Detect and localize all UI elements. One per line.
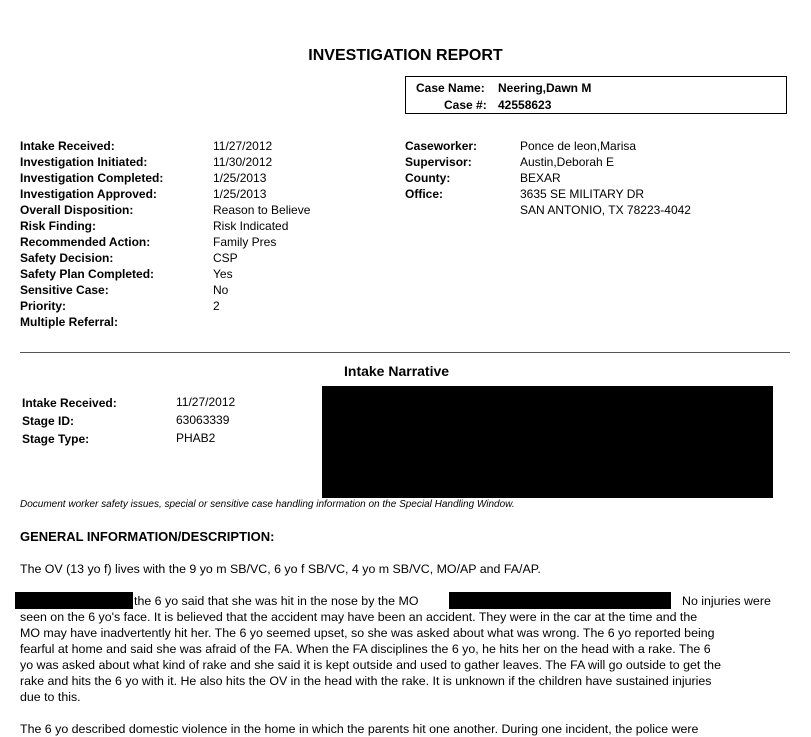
field-label: Overall Disposition:: [20, 203, 134, 217]
intake-received-value: 11/27/2012: [176, 395, 236, 409]
field-value: Austin,Deborah E: [520, 155, 615, 169]
field-label: Supervisor:: [405, 155, 472, 169]
left-field-values: [213, 138, 310, 330]
case-info-box: [405, 76, 787, 114]
field-label: Recommended Action:: [20, 235, 151, 249]
paragraph-domestic-violence: The 6 yo described domestic violence in the home in which the parents hit one another. During one incident, the police were: [20, 722, 699, 736]
field-label: Priority:: [20, 299, 67, 313]
field-value: Yes: [213, 267, 233, 281]
left-field-labels: [20, 138, 163, 330]
field-label: Safety Decision:: [20, 251, 114, 265]
case-name-value: Neering,Dawn M: [498, 81, 592, 95]
field-value: Reason to Believe: [213, 203, 311, 217]
field-label: Risk Finding:: [20, 219, 96, 233]
field-label: Sensitive Case:: [20, 283, 109, 297]
redaction-block: [322, 386, 773, 498]
field-value: Risk Indicated: [213, 219, 289, 233]
right-field-labels: [405, 138, 477, 218]
paragraph-incident-body: [20, 609, 782, 705]
intake-narrative-title: Intake Narrative: [344, 363, 450, 379]
field-value: 2: [213, 299, 220, 313]
field-label: Investigation Approved:: [20, 187, 157, 201]
field-label: Multiple Referral:: [20, 315, 119, 329]
field-label: Intake Received:: [20, 139, 115, 153]
general-info-heading: GENERAL INFORMATION/DESCRIPTION:: [20, 529, 275, 544]
stage-type-label: Stage Type:: [22, 432, 90, 446]
field-label: County:: [405, 171, 451, 185]
field-value: 1/25/2013: [213, 187, 267, 201]
field-value: CSP: [213, 251, 238, 265]
case-number-label: Case #:: [444, 98, 487, 112]
redaction-block: [449, 592, 671, 609]
special-handling-note: Document worker safety issues, special or sensitive case handling information on the Special Handling Window.: [20, 499, 515, 510]
field-value: [213, 314, 310, 330]
text-line: yo was asked about what kind of rake and she said it is kept outside and used to gather leaves. The FA will go outside to get the: [20, 658, 721, 672]
field-label: Safety Plan Completed:: [20, 267, 155, 281]
text-line: seen on the 6 yo's face. It is believed that the accident may have been an accident. They were in the car at the time and the: [20, 610, 698, 624]
stage-id-value: 63063339: [176, 413, 230, 427]
field-label: Investigation Completed:: [20, 171, 164, 185]
field-value: Family Pres: [213, 235, 277, 249]
field-value: 3635 SE MILITARY DR: [520, 187, 645, 201]
field-label: Caseworker:: [405, 139, 478, 153]
intake-received-label: Intake Received:: [22, 396, 117, 410]
stage-id-label: Stage ID:: [22, 414, 75, 428]
redaction-block: [15, 592, 133, 609]
field-label: [405, 202, 477, 218]
stage-type-value: PHAB2: [176, 431, 216, 445]
field-value: No: [213, 283, 229, 297]
section-divider: [20, 352, 790, 353]
field-label: Office:: [405, 187, 444, 201]
right-field-values: [520, 138, 691, 218]
case-name-label: Case Name:: [416, 81, 485, 95]
field-value: Ponce de leon,Marisa: [520, 139, 637, 153]
paragraph-household: The OV (13 yo f) lives with the 9 yo m SB/VC, 6 yo f SB/VC, 4 yo m SB/VC, MO/AP and FA/AP.: [20, 562, 541, 576]
text-line: due to this.: [20, 690, 81, 704]
text-line: rake and hits the 6 yo with it. He also hits the OV in the head with the rake. It is unknown if the children have sustained injuries: [20, 674, 712, 688]
field-value: SAN ANTONIO, TX 78223-4042: [520, 203, 691, 217]
intake-fields: [22, 394, 236, 448]
field-value: 1/25/2013: [213, 171, 267, 185]
field-value: 11/27/2012: [213, 139, 273, 153]
paragraph-incident-start: the 6 yo said that she was hit in the nose by the MO: [134, 594, 419, 608]
text-line: MO may have inadvertently hit her. The 6 yo seemed upset, so she was asked about what was wrong. The 6 yo reported being: [20, 626, 715, 640]
field-value: 11/30/2012: [213, 155, 273, 169]
case-number-value: 42558623: [498, 98, 552, 112]
report-title: INVESTIGATION REPORT: [308, 47, 503, 64]
field-value: BEXAR: [520, 171, 561, 185]
paragraph-incident-continue: No injuries were: [682, 594, 771, 608]
text-line: fearful at home and said she was afraid of the FA. When the FA disciplines the 6 yo, he hits her on the head with a rake. The 6: [20, 642, 711, 656]
field-label: Investigation Initiated:: [20, 155, 148, 169]
